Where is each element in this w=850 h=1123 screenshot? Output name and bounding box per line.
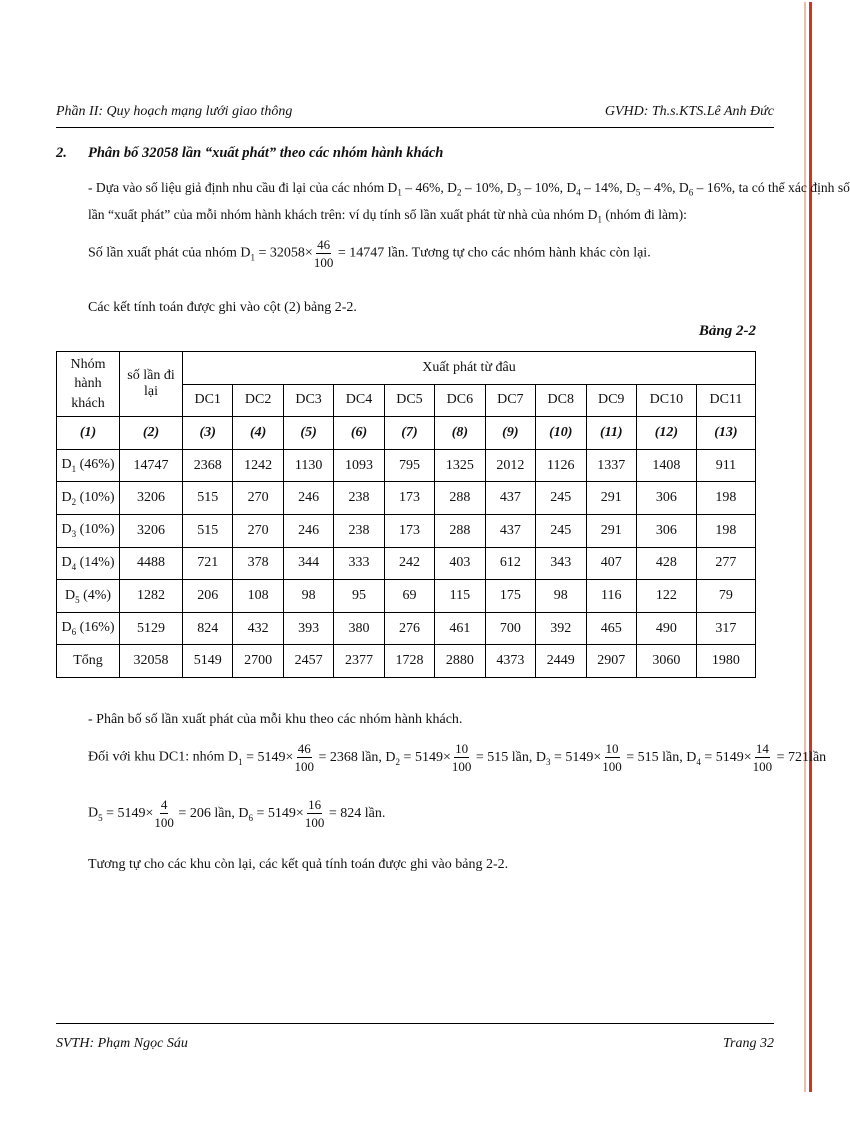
zone-header: DC9 — [586, 384, 636, 417]
formula1 — [88, 238, 651, 269]
value-cell: 333 — [334, 547, 384, 580]
calc2-den: 100 — [154, 815, 174, 830]
zone-header: DC8 — [536, 384, 586, 417]
calc1-den: 100 — [752, 759, 773, 774]
total-cell: 4373 — [485, 645, 535, 678]
calc2-num: 16 — [308, 797, 322, 812]
column-number: (4) — [233, 417, 283, 450]
value-cell: 700 — [485, 612, 535, 645]
calc1-sub: 3 — [545, 756, 551, 767]
calc2 — [88, 798, 385, 829]
calc2-fraction — [154, 798, 174, 829]
zone-header: DC11 — [696, 384, 755, 417]
calc2-den: 100 — [304, 815, 325, 830]
value-cell: 95 — [334, 580, 384, 613]
column-number: (13) — [696, 417, 755, 450]
total-cell: 2449 — [536, 645, 586, 678]
column-number: (7) — [384, 417, 434, 450]
group-pct: (46%) — [76, 457, 115, 473]
calc2-lead: D — [88, 805, 99, 821]
section-title: Phân bố 32058 lần “xuất phát” theo các nhóm hành khách — [88, 145, 444, 161]
group-cell — [57, 449, 120, 482]
formula1-den: 100 — [313, 255, 334, 270]
para1-sub: 1 — [397, 187, 402, 198]
zone-header: DC6 — [435, 384, 485, 417]
group-cell — [57, 580, 120, 613]
value-cell: 403 — [435, 547, 485, 580]
table-row — [57, 580, 756, 613]
total-label: Tổng — [57, 645, 120, 678]
para4: Tương tự cho các khu còn lại, các kết quả tính toán được ghi vào bảng 2-2. — [88, 857, 509, 872]
table-label: Bảng 2-2 — [698, 323, 756, 339]
value-cell: 437 — [485, 482, 535, 515]
header-right: GVHD: Th.s.KTS.Lê Anh Đức — [604, 104, 774, 119]
value-cell: 270 — [233, 514, 283, 547]
para1-sub: 2 — [457, 187, 462, 198]
value-cell: 122 — [636, 580, 696, 613]
calc1-den: 100 — [294, 759, 314, 774]
value-cell: 428 — [636, 547, 696, 580]
value-cell: 291 — [586, 514, 636, 547]
value-cell: 291 — [586, 482, 636, 515]
zone-header: DC7 — [485, 384, 535, 417]
calc2-pre: = 5149× — [253, 805, 304, 821]
formula1-num: 46 — [317, 237, 331, 252]
header-left: Phần II: Quy hoạch mạng lưới giao thông — [56, 104, 293, 119]
calc1-sub: 2 — [395, 756, 401, 767]
value-cell: 490 — [636, 612, 696, 645]
value-cell: 1325 — [435, 449, 485, 482]
page-edge-shadow — [804, 2, 806, 1092]
value-cell: 238 — [334, 514, 384, 547]
value-cell: 2012 — [485, 449, 535, 482]
calc1-post: = 2368 lần, D — [314, 749, 396, 765]
calc1-den: 100 — [602, 759, 622, 774]
group-letter: D — [61, 489, 72, 505]
value-cell: 721 — [183, 547, 233, 580]
value-cell: 1130 — [283, 449, 333, 482]
column-number: (11) — [586, 417, 636, 450]
value-cell: 242 — [384, 547, 434, 580]
value-cell: 392 — [536, 612, 586, 645]
value-cell: 198 — [696, 482, 755, 515]
value-cell: 108 — [233, 580, 283, 613]
total-cell: 1728 — [384, 645, 434, 678]
value-cell: 288 — [435, 514, 485, 547]
value-cell: 795 — [384, 449, 434, 482]
value-cell: 246 — [283, 482, 333, 515]
value-cell: 4488 — [120, 547, 183, 580]
value-cell: 3206 — [120, 482, 183, 515]
head-group: Nhóm hành khách — [57, 352, 120, 417]
table-header-row-1 — [57, 352, 756, 385]
calc2-fraction — [305, 798, 325, 829]
value-cell: 380 — [334, 612, 384, 645]
total-cell: 3060 — [636, 645, 696, 678]
calc2-pre: = 5149× — [102, 805, 154, 821]
para1-seg: – 46%, D — [401, 180, 457, 195]
group-letter: D — [61, 554, 72, 570]
formula1-sub: 1 — [250, 252, 256, 263]
footer-rule — [56, 1023, 774, 1024]
table-colnum-row — [57, 417, 756, 450]
group-letter: D — [64, 587, 76, 603]
column-number: (6) — [334, 417, 384, 450]
value-cell: 306 — [636, 514, 696, 547]
value-cell: 270 — [233, 482, 283, 515]
value-cell: 306 — [636, 482, 696, 515]
calc1-pre: = 5149× — [700, 749, 752, 765]
calc1-post: = 515 lần, D — [622, 749, 697, 765]
para1-seg: – 10%, D — [461, 180, 517, 195]
group-cell — [57, 514, 120, 547]
value-cell: 5129 — [120, 612, 183, 645]
para1-line2-tail: (nhóm đi làm): — [601, 207, 687, 222]
table-row — [57, 514, 756, 547]
column-number: (5) — [283, 417, 333, 450]
para1-seg: – 10%, D — [521, 180, 577, 195]
calc2-num: 4 — [160, 797, 168, 812]
head-origin: Xuất phát từ đâu — [183, 352, 756, 385]
formula1-lhs: = 32058× — [255, 245, 313, 261]
calc1-items — [238, 741, 827, 774]
value-cell: 1337 — [586, 449, 636, 482]
zone-header: DC5 — [384, 384, 434, 417]
formula1-text: Số lần xuất phát của nhóm D — [88, 245, 251, 261]
para1-items — [397, 180, 850, 198]
group-pct: (4%) — [79, 587, 112, 603]
value-cell: 2368 — [183, 449, 233, 482]
value-cell: 276 — [384, 612, 434, 645]
value-cell: 393 — [283, 612, 333, 645]
para1-seg: – 16%, ta có thể xác định số — [693, 180, 850, 195]
zone-header: DC1 — [183, 384, 233, 417]
value-cell: 437 — [485, 514, 535, 547]
calc1-pre: = 5149× — [400, 749, 451, 765]
value-cell: 288 — [435, 482, 485, 515]
calc1-post: = 721lần — [773, 749, 827, 765]
zone-header: DC2 — [233, 384, 283, 417]
calc2-sub: 5 — [98, 812, 103, 823]
value-cell: 1126 — [536, 449, 586, 482]
value-cell: 515 — [183, 514, 233, 547]
group-pct: (14%) — [76, 554, 115, 570]
calc1-fraction — [753, 742, 773, 773]
value-cell: 206 — [183, 580, 233, 613]
page-edge-bar — [809, 2, 812, 1092]
column-number: (2) — [120, 417, 183, 450]
column-number: (1) — [57, 417, 120, 450]
group-sub: 3 — [71, 529, 77, 540]
table-row — [57, 612, 756, 645]
value-cell: 824 — [183, 612, 233, 645]
calc1 — [88, 742, 826, 773]
calc2-post: = 206 lần, D — [174, 805, 249, 821]
calc2-sub: 6 — [248, 812, 254, 823]
para1-sub: 5 — [635, 187, 641, 198]
para1-sub: 4 — [576, 187, 581, 198]
data-table — [56, 351, 756, 678]
value-cell: 246 — [283, 514, 333, 547]
group-cell — [57, 482, 120, 515]
calc1-sub: 1 — [238, 756, 243, 767]
table-row — [57, 449, 756, 482]
para1-line2 — [88, 207, 687, 225]
value-cell: 1408 — [636, 449, 696, 482]
value-cell: 245 — [536, 482, 586, 515]
column-number: (12) — [636, 417, 696, 450]
total-cell: 2457 — [283, 645, 333, 678]
footer-right: Trang 32 — [723, 1036, 774, 1051]
para1-sub: 6 — [688, 187, 694, 198]
value-cell: 317 — [696, 612, 755, 645]
group-letter: D — [61, 457, 72, 473]
formula1-fraction — [314, 238, 334, 269]
formula1-result: = 14747 lần. Tương tự cho các nhóm hành khác còn lại. — [334, 245, 651, 261]
value-cell: 407 — [586, 547, 636, 580]
value-cell: 175 — [485, 580, 535, 613]
column-number: (9) — [485, 417, 535, 450]
calc1-lead: Đối với khu DC1: nhóm D — [88, 749, 239, 765]
calc1-den: 100 — [451, 759, 472, 774]
total-cell: 1980 — [696, 645, 755, 678]
para1-text: - Dựa vào số liệu giả định nhu cầu đi lại của các nhóm D — [88, 180, 398, 195]
value-cell: 1242 — [233, 449, 283, 482]
total-cell: 2907 — [586, 645, 636, 678]
value-cell: 115 — [435, 580, 485, 613]
calc1-num: 10 — [455, 741, 469, 756]
group-letter: D — [61, 522, 72, 538]
value-cell: 378 — [233, 547, 283, 580]
para1-line2-text: lần “xuất phát” của mỗi nhóm hành khách trên: ví dụ tính số lần xuất phát từ nhà của nhóm D — [88, 207, 598, 222]
calc1-fraction — [294, 742, 314, 773]
data-table-body — [57, 352, 756, 678]
table-total-row — [57, 645, 756, 678]
zone-header: DC4 — [334, 384, 384, 417]
value-cell: 465 — [586, 612, 636, 645]
head-count: số lần đi lại — [120, 352, 183, 417]
group-letter: D — [61, 620, 72, 636]
header-rule — [56, 127, 774, 128]
value-cell: 461 — [435, 612, 485, 645]
value-cell: 116 — [586, 580, 636, 613]
para1-seg: – 14%, D — [580, 180, 636, 195]
group-sub: 2 — [71, 496, 77, 507]
calc2-post: = 824 lần. — [325, 805, 386, 821]
group-pct: (16%) — [76, 620, 115, 636]
value-cell: 343 — [536, 547, 586, 580]
calc2-items — [98, 797, 386, 830]
zone-header: DC10 — [636, 384, 696, 417]
value-cell: 69 — [384, 580, 434, 613]
group-pct: (10%) — [76, 489, 115, 505]
table-row — [57, 482, 756, 515]
total-cell: 32058 — [120, 645, 183, 678]
calc1-pre: = 5149× — [550, 749, 602, 765]
para1-sub: 3 — [516, 187, 522, 198]
calc1-sub: 4 — [696, 756, 701, 767]
column-number: (10) — [536, 417, 586, 450]
value-cell: 79 — [696, 580, 755, 613]
para2: Các kết tính toán được ghi vào cột (2) bảng 2-2. — [88, 300, 357, 315]
group-sub: 5 — [75, 594, 80, 605]
value-cell: 432 — [233, 612, 283, 645]
value-cell: 3206 — [120, 514, 183, 547]
group-sub: 4 — [71, 561, 77, 572]
value-cell: 173 — [384, 514, 434, 547]
para1-seg: – 4%, D — [640, 180, 689, 195]
calc1-num: 10 — [605, 741, 619, 756]
column-number: (3) — [183, 417, 233, 450]
section-heading — [56, 145, 443, 162]
zone-header: DC3 — [283, 384, 333, 417]
para1-line1 — [88, 180, 850, 198]
total-cell: 2700 — [233, 645, 283, 678]
value-cell: 515 — [183, 482, 233, 515]
group-sub: 1 — [71, 463, 77, 474]
value-cell: 14747 — [120, 449, 183, 482]
total-cell: 5149 — [183, 645, 233, 678]
group-sub: 6 — [71, 626, 77, 637]
column-number: (8) — [435, 417, 485, 450]
value-cell: 344 — [283, 547, 333, 580]
value-cell: 98 — [283, 580, 333, 613]
calc1-fraction — [602, 742, 622, 773]
total-cell: 2377 — [334, 645, 384, 678]
value-cell: 911 — [696, 449, 755, 482]
value-cell: 1093 — [334, 449, 384, 482]
footer-left: SVTH: Phạm Ngọc Sáu — [56, 1036, 188, 1051]
value-cell: 277 — [696, 547, 755, 580]
calc1-fraction — [452, 742, 472, 773]
value-cell: 238 — [334, 482, 384, 515]
table-row — [57, 547, 756, 580]
value-cell: 98 — [536, 580, 586, 613]
group-cell — [57, 547, 120, 580]
group-pct: (10%) — [76, 522, 115, 538]
calc1-post: = 515 lần, D — [472, 749, 546, 765]
total-cell: 2880 — [435, 645, 485, 678]
value-cell: 245 — [536, 514, 586, 547]
calc1-num: 14 — [755, 741, 769, 756]
group-cell — [57, 612, 120, 645]
calc1-pre: = 5149× — [242, 749, 294, 765]
para3: - Phân bố số lần xuất phát của mỗi khu theo các nhóm hành khách. — [88, 712, 463, 727]
value-cell: 612 — [485, 547, 535, 580]
value-cell: 173 — [384, 482, 434, 515]
para1-line2-sub: 1 — [597, 214, 602, 225]
calc1-num: 46 — [297, 741, 311, 756]
section-number: 2. — [56, 145, 67, 161]
value-cell: 1282 — [120, 580, 183, 613]
value-cell: 198 — [696, 514, 755, 547]
